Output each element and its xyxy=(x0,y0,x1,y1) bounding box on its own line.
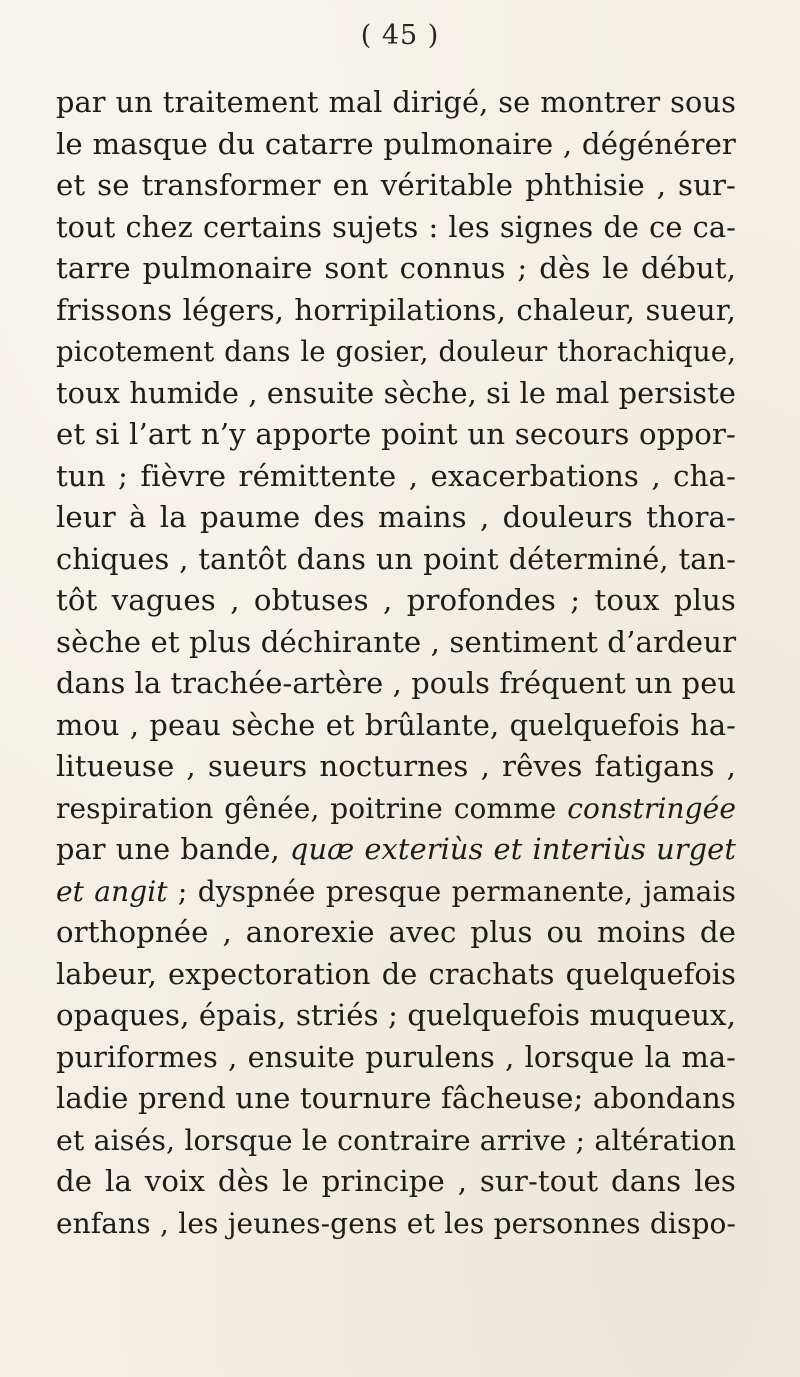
text-line xyxy=(56,705,736,747)
text-segment: constringée xyxy=(567,791,736,825)
text-line xyxy=(56,497,736,539)
text-segment: chiques , tantôt dans un point déterminé, tan- xyxy=(56,541,736,576)
text-segment: quæ exteriùs et interiùs urget xyxy=(289,832,736,866)
text-line xyxy=(56,954,736,996)
page-number: ( 45 ) xyxy=(360,20,440,51)
text-segment: sèche et plus déchirante , sentiment d’ardeur xyxy=(56,624,737,659)
text-segment: respiration gênée, poitrine comme xyxy=(56,791,568,825)
text-segment: par une bande, xyxy=(56,832,290,866)
text-line xyxy=(56,1203,736,1245)
text-line xyxy=(56,124,736,166)
text-segment: tôt vagues , obtuses , profondes ; toux plus xyxy=(56,583,736,617)
text-segment: tun ; fièvre rémittente , exacerbations , cha- xyxy=(56,458,736,493)
text-segment: ladie prend une tournure fâcheuse; abondans xyxy=(56,1081,736,1115)
text-line xyxy=(56,663,736,705)
text-line xyxy=(56,290,736,332)
text-segment: opaques, épais, striés ; quelquefois muqueux, xyxy=(56,998,736,1032)
text-line xyxy=(56,995,736,1037)
text-line xyxy=(56,746,736,788)
text-segment: tarre pulmonaire sont connus ; dès le début, xyxy=(56,251,736,285)
text-line xyxy=(56,456,736,498)
text-line xyxy=(56,788,736,830)
text-segment: puriformes , ensuite purulens , lorsque la ma- xyxy=(56,1039,736,1074)
text-segment: et se transformer en véritable phthisie , sur- xyxy=(56,168,736,202)
text-segment: frissons légers, horripilations, chaleur, sueur, xyxy=(56,292,736,327)
text-segment: picotement dans le gosier, douleur thorachique, xyxy=(56,335,736,368)
text-segment: toux humide , ensuite sèche, si le mal persiste xyxy=(56,375,736,410)
text-segment: labeur, expectoration de crachats quelquefois xyxy=(56,956,736,991)
text-line xyxy=(56,165,736,207)
text-line xyxy=(56,373,736,415)
text-segment: leur à la paume des mains , douleurs thora- xyxy=(56,500,736,534)
text-line xyxy=(56,414,736,456)
text-segment: le masque du catarre pulmonaire , dégénérer xyxy=(56,126,736,161)
text-segment: de la voix dès le principe , sur-tout dans les xyxy=(56,1164,736,1198)
text-line xyxy=(56,82,736,124)
text-line xyxy=(56,1037,736,1079)
text-segment: et angit xyxy=(56,874,168,908)
text-line xyxy=(56,829,736,871)
text-line xyxy=(56,1161,736,1203)
text-line xyxy=(56,580,736,622)
text-line xyxy=(56,1120,736,1162)
text-segment: mou , peau sèche et brûlante, quelquefois ha- xyxy=(56,707,736,742)
text-segment: litueuse , sueurs nocturnes , rêves fatigans , xyxy=(56,749,736,783)
text-segment: orthopnée , anorexie avec plus ou moins de xyxy=(56,915,736,949)
text-line xyxy=(56,912,736,954)
text-line xyxy=(56,539,736,581)
text-line xyxy=(56,331,736,373)
text-segment: tout chez certains sujets : les signes de ce ca- xyxy=(56,209,736,244)
text-line xyxy=(56,871,736,913)
text-segment: ; dyspnée presque permanente, jamais xyxy=(167,874,736,908)
text-segment: enfans , les jeunes-gens et les personnes dispo- xyxy=(56,1206,736,1240)
body-text xyxy=(56,82,736,1244)
text-segment: par un traitement mal dirigé, se montrer sous xyxy=(56,85,736,119)
text-segment: et si l’art n’y apporte point un secours oppor- xyxy=(56,417,736,451)
text-line xyxy=(56,248,736,290)
text-line xyxy=(56,207,736,249)
text-line xyxy=(56,622,736,664)
text-segment: et aisés, lorsque le contraire arrive ; altération xyxy=(56,1123,736,1157)
text-segment: dans la trachée-artère , pouls fréquent un peu xyxy=(56,666,736,700)
text-line xyxy=(56,1078,736,1120)
